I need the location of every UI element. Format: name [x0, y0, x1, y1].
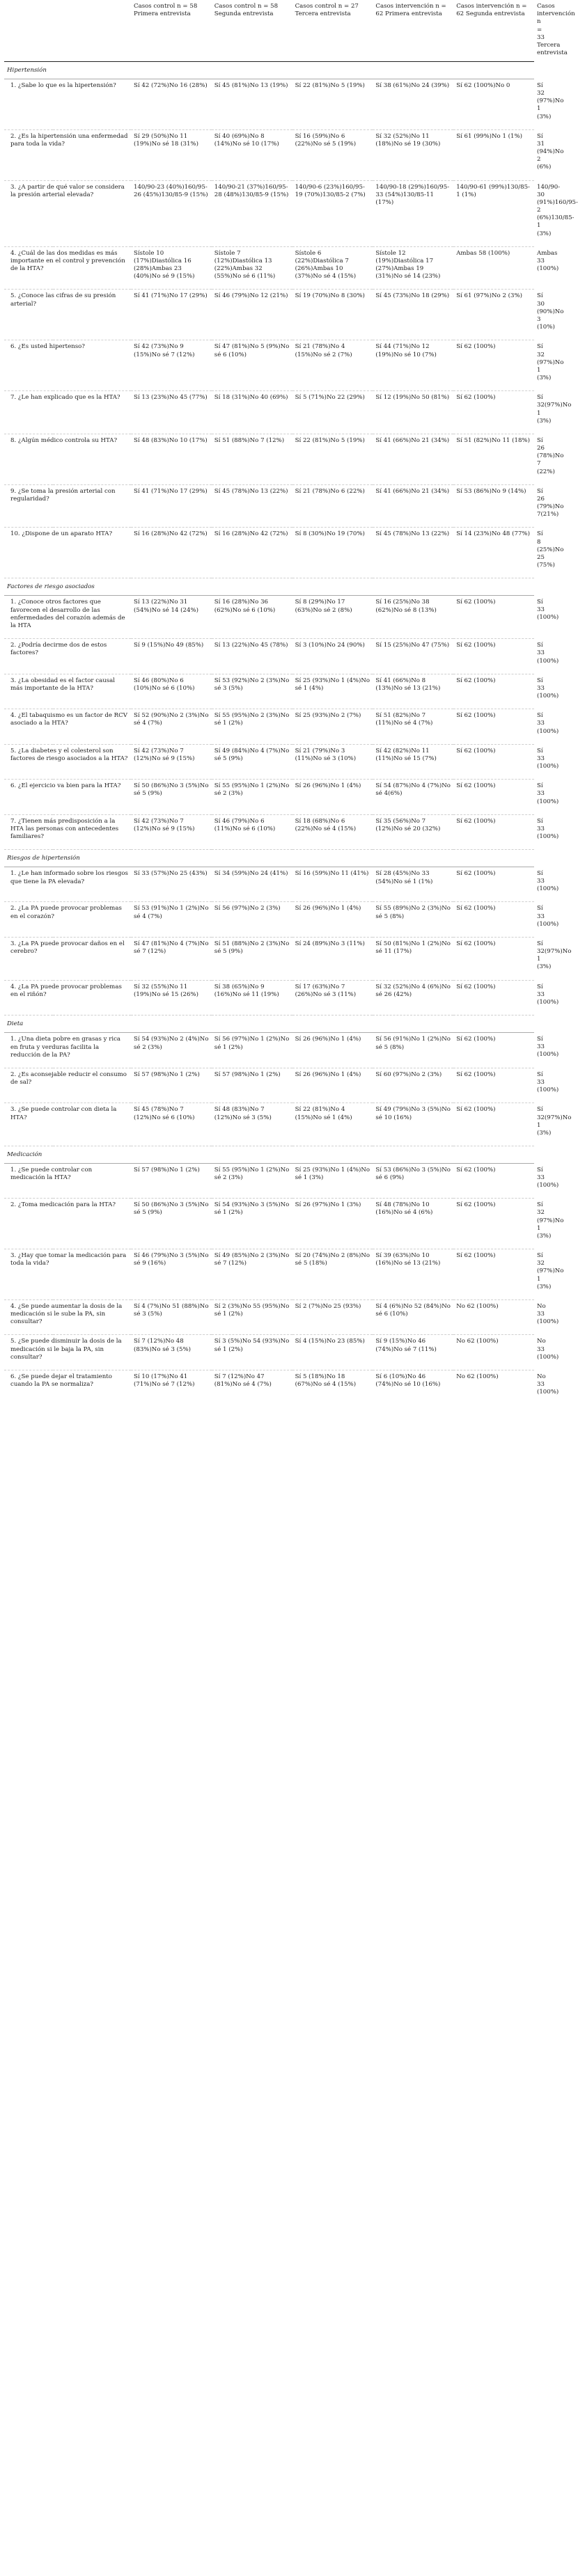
cell-intervention-2: Sí 62 (100%)	[453, 937, 534, 980]
cell-intervention-1: Sí 32 (52%)No 4 (6%)No sé 26 (42%)	[373, 980, 453, 1016]
cell-intervention-1: 140/90-18 (29%)160/95-33 (54%)130/85-11 (17%)	[373, 180, 453, 246]
cell-intervention-1: Sí 53 (86%)No 3 (5%)No sé 6 (9%)	[373, 1164, 453, 1199]
cell-control-3: Sí 2 (7%)No 25 (93%)	[292, 1299, 373, 1335]
table-row	[4, 1249, 534, 1300]
question-cell: 4. ¿Se puede aumentar la dosis de la medicación si le sube la PA, sin consultar?	[4, 1299, 131, 1335]
cell-intervention-1: Sí 42 (82%)No 11 (11%)No sé 15 (7%)	[373, 744, 453, 780]
question-cell: 10. ¿Dispone de un aparato HTA?	[4, 528, 131, 578]
section-title: Dieta	[4, 1016, 534, 1033]
cell-control-1: Sí 48 (83%)No 10 (17%)	[131, 434, 212, 484]
question-cell: 7. ¿Le han explicado que es la HTA?	[4, 391, 131, 434]
cell-control-3: Sí 26 (96%)No 1 (4%)	[292, 902, 373, 938]
cell-control-2: Sí 47 (81%)No 5 (9%)No sé 6 (10%)	[212, 340, 292, 391]
cell-control-2: Sí 56 (97%)No 1 (2%)No sé 1 (2%)	[212, 1033, 292, 1068]
cell-intervention-2: Sí 62 (100%)	[453, 902, 534, 938]
cell-control-3: Sí 22 (81%)No 5 (19%)	[292, 434, 373, 484]
cell-control-3: Sí 4 (15%)No 23 (85%)	[292, 1335, 373, 1370]
question-cell: 4. ¿La PA puede provocar problemas en el riñón?	[4, 980, 131, 1016]
question-cell: 4. ¿Cuál de las dos medidas es más importante en el control y prevención de la HTA?	[4, 246, 131, 290]
section-title: Riesgos de hipertensión	[4, 850, 534, 867]
cell-intervention-1: Sí 35 (56%)No 7 (12%)No sé 20 (32%)	[373, 814, 453, 850]
cell-control-1: Sí 32 (55%)No 11 (19%)No sé 15 (26%)	[131, 980, 212, 1016]
cell-intervention-2: Sí 51 (82%)No 11 (18%)	[453, 434, 534, 484]
cell-control-1: Sí 13 (22%)No 31 (54%)No sé 14 (24%)	[131, 596, 212, 639]
question-cell: 9. ¿Se toma la presión arterial con regularidad?	[4, 484, 131, 528]
cell-control-1: Sí 16 (28%)No 42 (72%)	[131, 528, 212, 578]
question-cell: 1. ¿Sabe lo que es la hipertensión?	[4, 79, 131, 129]
cell-intervention-1: Sí 54 (87%)No 4 (7%)No sé 4(6%)	[373, 780, 453, 815]
cell-control-2: Sí 34 (59%)No 24 (41%)	[212, 867, 292, 902]
cell-control-1: Sí 42 (72%)No 16 (28%)	[131, 79, 212, 129]
table-row	[4, 129, 534, 180]
cell-intervention-1: Sí 4 (6%)No 52 (84%)No sé 6 (10%)	[373, 1299, 453, 1335]
table-row	[4, 596, 534, 639]
cell-control-1: Sí 42 (73%)No 9 (15%)No sé 7 (12%)	[131, 340, 212, 391]
table-row	[4, 1068, 534, 1103]
cell-control-3: Sí 5 (71%)No 22 (29%)	[292, 391, 373, 434]
table-row	[4, 290, 534, 340]
cell-control-3: Sí 3 (10%)No 24 (90%)	[292, 639, 373, 674]
cell-intervention-1: Sí 49 (79%)No 3 (5%)No sé 10 (16%)	[373, 1103, 453, 1146]
cell-intervention-1: Sí 56 (91%)No 1 (2%)No sé 5 (8%)	[373, 1033, 453, 1068]
table-row	[4, 674, 534, 709]
header-control-3: Casos control n = 27 Tercera entrevista	[292, 1, 373, 62]
cell-control-2: Sí 2 (3%)No 55 (95%)No sé 1 (2%)	[212, 1299, 292, 1335]
cell-control-1: Sí 41 (71%)No 17 (29%)	[131, 484, 212, 528]
cell-intervention-2: Sí 62 (100%)	[453, 639, 534, 674]
cell-control-2: Sí 55 (95%)No 1 (2%)No sé 2 (3%)	[212, 780, 292, 815]
cell-control-1: Sí 41 (71%)No 17 (29%)	[131, 290, 212, 340]
cell-intervention-1: Sí 48 (78%)No 10 (16%)No sé 4 (6%)	[373, 1199, 453, 1249]
cell-control-1: Sí 33 (57%)No 25 (43%)	[131, 867, 212, 902]
cell-intervention-2: Sí 62 (100%)	[453, 814, 534, 850]
table-row	[4, 867, 534, 902]
table-row	[4, 1299, 534, 1335]
table-row	[4, 814, 534, 850]
cell-intervention-1: Sí 60 (97%)No 2 (3%)	[373, 1068, 453, 1103]
question-cell: 6. ¿Se puede dejar el tratamiento cuando la PA se normaliza?	[10, 1373, 112, 1389]
cell-control-3: Sí 16 (59%)No 6 (22%)No sé 5 (19%)	[292, 129, 373, 180]
cell-control-1: Sí 45 (78%)No 7 (12%)No sé 6 (10%)	[131, 1103, 212, 1146]
cell-control-2: Sí 51 (88%)No 7 (12%)	[212, 434, 292, 484]
cell-control-1: Sí 57 (98%)No 1 (2%)	[131, 1068, 212, 1103]
cell-control-2: Sí 54 (93%)No 3 (5%)No sé 1 (2%)	[212, 1199, 292, 1249]
cell-control-1: Sí 4 (7%)No 51 (88%)No sé 3 (5%)	[131, 1299, 212, 1335]
cell-control-3: Sístole 6 (22%)Diastólica 7 (26%)Ambas 10 (37%)No sé 4 (15%)	[292, 246, 373, 290]
question-cell: 3. ¿A partir de qué valor se considera la presión arterial elevada?	[4, 180, 131, 246]
cell-control-3: Sí 18 (68%)No 6 (22%)No sé 4 (15%)	[292, 814, 373, 850]
question-cell: 3. ¿Hay que tomar la medicación para toda la vida?	[4, 1249, 131, 1300]
question-cell: 2. ¿La PA puede provocar problemas en el corazón?	[4, 902, 131, 938]
table-row	[4, 744, 534, 780]
cell-intervention-1: Sí 41 (66%)No 8 (13%)No sé 13 (21%)	[373, 674, 453, 709]
cell-intervention-2: Sí 62 (100%)	[453, 391, 534, 434]
cell-intervention-1: Sí 41 (66%)No 21 (34%)	[373, 484, 453, 528]
cell-intervention-2: Sí 62 (100%)	[453, 744, 534, 780]
table-row	[4, 780, 534, 815]
results-table	[4, 1, 578, 1405]
question-cell: 6. ¿Es usted hipertenso?	[4, 340, 131, 391]
section-row	[4, 578, 534, 596]
cell-control-3: Sí 22 (81%)No 5 (19%)	[292, 79, 373, 129]
cell-intervention-2: Sí 62 (100%)	[453, 1199, 534, 1249]
cell-control-3: Sí 26 (96%)No 1 (4%)	[292, 780, 373, 815]
cell-intervention-2: Sí 62 (100%)	[453, 980, 534, 1016]
question-cell: 5. ¿Se puede disminuir la dosis de la medicación si le baja la PA, sin consultar?	[4, 1335, 131, 1370]
cell-intervention-2: Sí 62 (100%)	[453, 1033, 534, 1068]
question-cell: 3. ¿Se puede controlar con dieta la HTA?	[4, 1103, 131, 1146]
cell-control-1: Sí 13 (23%)No 45 (77%)	[131, 391, 212, 434]
cell-control-2: Sí 46 (79%)No 6 (11%)No sé 6 (10%)	[212, 814, 292, 850]
cell-control-1: Sí 57 (98%)No 1 (2%)	[131, 1164, 212, 1199]
section-title: Medicación	[4, 1146, 534, 1164]
cell-intervention-1: Sí 50 (81%)No 1 (2%)No sé 11 (17%)	[373, 937, 453, 980]
cell-intervention-1: Sí 44 (71%)No 12 (19%)No sé 10 (7%)	[373, 340, 453, 391]
table-row	[4, 1370, 534, 1405]
cell-intervention-1: Sí 41 (66%)No 21 (34%)	[373, 434, 453, 484]
cell-intervention-1: Sí 55 (89%)No 2 (3%)No sé 5 (8%)	[373, 902, 453, 938]
cell-control-1: Sí 9 (15%)No 49 (85%)	[131, 639, 212, 674]
cell-control-3: Sí 21 (78%)No 4 (15%)No sé 2 (7%)	[292, 340, 373, 391]
cell-intervention-2: Sí 62 (100%)	[453, 867, 534, 902]
cell-intervention-2: No 62 (100%)	[456, 1373, 499, 1380]
question-cell: 4. ¿El tabaquismo es un factor de RCV asociado a la HTA?	[4, 709, 131, 745]
table-row	[4, 1103, 534, 1146]
cell-control-1: Sí 46 (79%)No 3 (5%)No sé 9 (16%)	[131, 1249, 212, 1300]
cell-intervention-1: Sí 38 (61%)No 24 (39%)	[373, 79, 453, 129]
header-question	[4, 1, 131, 62]
cell-intervention-2: 140/90-61 (99%)130/85-1 (1%)	[453, 180, 534, 246]
table-row	[4, 1164, 534, 1199]
question-cell: 1. ¿Conoce otros factores que favorecen el desarrollo de las enfermedades del corazón además de la HTA	[4, 596, 131, 639]
cell-control-2: Sí 45 (81%)No 13 (19%)	[212, 79, 292, 129]
cell-control-2: Sí 38 (65%)No 9 (16%)No sé 11 (19%)	[212, 980, 292, 1016]
table-row	[4, 980, 534, 1016]
cell-control-1: 140/90-23 (40%)160/95-26 (45%)130/85-9 (15%)	[131, 180, 212, 246]
cell-intervention-1: Sí 51 (82%)No 7 (11%)No sé 4 (7%)	[373, 709, 453, 745]
question-cell: 2. ¿Podría decirme dos de estos factores?	[4, 639, 131, 674]
cell-intervention-1: Sí 45 (73%)No 18 (29%)	[373, 290, 453, 340]
cell-control-2: Sí 45 (78%)No 13 (22%)	[212, 484, 292, 528]
cell-intervention-1: Sí 16 (25%)No 38 (62%)No sé 8 (13%)	[373, 596, 453, 639]
question-cell: 5. ¿Conoce las cifras de su presión arterial?	[4, 290, 131, 340]
cell-control-3: Sí 24 (89%)No 3 (11%)	[292, 937, 373, 980]
cell-control-3: Sí 8 (30%)No 19 (70%)	[292, 528, 373, 578]
table-row	[4, 902, 534, 938]
cell-intervention-2: Sí 61 (99%)No 1 (1%)	[453, 129, 534, 180]
section-row	[4, 1146, 534, 1164]
cell-intervention-1: Sí 28 (45%)No 33 (54%)No sé 1 (1%)	[373, 867, 453, 902]
section-row	[4, 62, 534, 79]
cell-control-3: Sí 21 (79%)No 3 (11%)No sé 3 (10%)	[292, 744, 373, 780]
cell-control-2: Sí 16 (28%)No 36 (62%)No sé 6 (10%)	[212, 596, 292, 639]
question-cell: 1. ¿Se puede controlar con medicación la HTA?	[4, 1164, 131, 1199]
question-cell: 7. ¿Tienen más predisposición a la HTA las personas con antecedentes familiares?	[4, 814, 131, 850]
cell-intervention-2: Sí 62 (100%)	[453, 1164, 534, 1199]
table-row	[4, 1199, 534, 1249]
table-row	[4, 340, 534, 391]
cell-intervention-1: Sístole 12 (19%)Diastólica 17 (27%)Ambas 19 (31%)No sé 14 (23%)	[373, 246, 453, 290]
cell-control-3: Sí 17 (63%)No 7 (26%)No sé 3 (11%)	[292, 980, 373, 1016]
cell-control-2: Sí 16 (28%)No 42 (72%)	[212, 528, 292, 578]
question-cell: 6. ¿El ejercicio va bien para la HTA?	[4, 780, 131, 815]
cell-control-3: Sí 21 (78%)No 6 (22%)	[292, 484, 373, 528]
cell-control-1: Sí 54 (93%)No 2 (4%)No sé 2 (3%)	[131, 1033, 212, 1068]
cell-control-2: Sí 3 (5%)No 54 (93%)No sé 1 (2%)	[212, 1335, 292, 1370]
cell-intervention-1: Sí 15 (25%)No 47 (75%)	[373, 639, 453, 674]
cell-intervention-1: Sí 9 (15%)No 46 (74%)No sé 7 (11%)	[373, 1335, 453, 1370]
cell-control-2: Sí 40 (69%)No 8 (14%)No sé 10 (17%)	[212, 129, 292, 180]
table-row	[4, 639, 534, 674]
cell-intervention-2: Sí 62 (100%)	[453, 596, 534, 639]
cell-control-3: Sí 19 (70%)No 8 (30%)	[292, 290, 373, 340]
question-cell: 3. ¿La obesidad es el factor causal más importante de la HTA?	[4, 674, 131, 709]
cell-intervention-2: Sí 62 (100%)	[453, 709, 534, 745]
cell-control-1: Sí 10 (17%)No 41 (71%)No sé 7 (12%)	[134, 1373, 195, 1389]
section-title: Hipertensión	[4, 62, 534, 79]
cell-control-2: Sí 56 (97%)No 2 (3%)	[212, 902, 292, 938]
cell-control-1: Sí 50 (86%)No 3 (5%)No sé 5 (9%)	[131, 1199, 212, 1249]
cell-control-1: Sí 42 (73%)No 7 (12%)No sé 9 (15%)	[131, 744, 212, 780]
cell-intervention-2: Sí 14 (23%)No 48 (77%)	[453, 528, 534, 578]
table-row	[4, 1033, 534, 1068]
header-control-1: Casos control n = 58 Primera entrevista	[131, 1, 212, 62]
cell-intervention-1: Sí 45 (78%)No 13 (22%)	[373, 528, 453, 578]
cell-control-1: Sí 52 (90%)No 2 (3%)No sé 4 (7%)	[131, 709, 212, 745]
question-cell: 5. ¿La diabetes y el colesterol son factores de riesgo asociados a la HTA?	[4, 744, 131, 780]
question-cell: 1. ¿Una dieta pobre en grasas y rica en fruta y verduras facilita la reducción de la PA?	[4, 1033, 131, 1068]
cell-control-3: Sí 16 (59%)No 11 (41%)	[292, 867, 373, 902]
cell-intervention-2: Sí 62 (100%)No 0	[453, 79, 534, 129]
cell-control-2: Sí 49 (85%)No 2 (3%)No sé 7 (12%)	[212, 1249, 292, 1300]
cell-control-3: Sí 5 (18%)No 18 (67%)No sé 4 (15%)	[295, 1373, 357, 1389]
section-title: Factores de riesgo asociados	[4, 578, 534, 596]
table-row	[4, 484, 534, 528]
header-intervention-1: Casos intervención n = 62 Primera entrevista	[373, 1, 453, 62]
cell-control-3: Sí 8 (29%)No 17 (63%)No sé 2 (8%)	[292, 596, 373, 639]
cell-control-2: Sí 57 (98%)No 1 (2%)	[212, 1068, 292, 1103]
cell-control-1: Sí 46 (80%)No 6 (10%)No sé 6 (10%)	[131, 674, 212, 709]
cell-intervention-1: Sí 6 (10%)No 46 (74%)No sé 10 (16%)	[375, 1373, 441, 1389]
cell-intervention-2: No 62 (100%)	[453, 1299, 534, 1335]
section-row	[4, 1016, 534, 1033]
cell-intervention-1: Sí 12 (19%)No 50 (81%)	[373, 391, 453, 434]
cell-intervention-2: Sí 62 (100%)	[453, 1068, 534, 1103]
cell-control-2: Sí 51 (88%)No 2 (3%)No sé 5 (9%)	[212, 937, 292, 980]
cell-intervention-1: Sí 39 (63%)No 10 (16%)No sé 13 (21%)	[373, 1249, 453, 1300]
cell-control-3: Sí 25 (93%)No 1 (4%)No sé 1 (4%)	[292, 674, 373, 709]
header-row	[4, 1, 534, 62]
question-cell: 1. ¿Le han informado sobre los riesgos que tiene la PA elevada?	[4, 867, 131, 902]
cell-control-2: Sí 46 (79%)No 12 (21%)	[212, 290, 292, 340]
table-row	[4, 937, 534, 980]
cell-control-2: 140/90-21 (37%)160/95-28 (48%)130/85-9 (15%)	[212, 180, 292, 246]
question-cell: 3. ¿La PA puede provocar daños en el cerebro?	[4, 937, 131, 980]
cell-intervention-2: Ambas 58 (100%)	[453, 246, 534, 290]
table-row	[4, 79, 534, 129]
cell-control-1: Sí 53 (91%)No 1 (2%)No sé 4 (7%)	[131, 902, 212, 938]
cell-intervention-2: Sí 62 (100%)	[453, 1103, 534, 1146]
cell-control-2: Sí 53 (92%)No 2 (3%)No sé 3 (5%)	[212, 674, 292, 709]
table-row	[4, 1335, 534, 1370]
cell-control-2: Sí 55 (95%)No 2 (3%)No sé 1 (2%)	[212, 709, 292, 745]
question-cell: 2. ¿Es la hipertensión una enfermedad para toda la vida?	[4, 129, 131, 180]
cell-intervention-2: Sí 62 (100%)	[453, 674, 534, 709]
cell-control-2: Sí 55 (95%)No 1 (2%)No sé 2 (3%)	[212, 1164, 292, 1199]
cell-control-1: Sí 50 (86%)No 3 (5%)No sé 5 (9%)	[131, 780, 212, 815]
cell-control-3: Sí 26 (96%)No 1 (4%)	[292, 1068, 373, 1103]
table-row	[4, 709, 534, 745]
question-cell: 2. ¿Es aconsejable reducir el consumo de sal?	[4, 1068, 131, 1103]
cell-control-3: Sí 25 (93%)No 2 (7%)	[292, 709, 373, 745]
cell-intervention-1: Sí 32 (52%)No 11 (18%)No sé 19 (30%)	[373, 129, 453, 180]
cell-control-3: Sí 20 (74%)No 2 (8%)No sé 5 (18%)	[292, 1249, 373, 1300]
question-cell: 2. ¿Toma medicación para la HTA?	[4, 1199, 131, 1249]
cell-control-1: Sí 47 (81%)No 4 (7%)No sé 7 (12%)	[131, 937, 212, 980]
cell-control-3: Sí 26 (96%)No 1 (4%)	[292, 1033, 373, 1068]
table-row	[4, 434, 534, 484]
cell-intervention-2: Sí 53 (86%)No 9 (14%)	[453, 484, 534, 528]
cell-control-2: Sí 18 (31%)No 40 (69%)	[212, 391, 292, 434]
cell-intervention-2: Sí 62 (100%)	[453, 780, 534, 815]
cell-control-2: Sístole 7 (12%)Diastólica 13 (22%)Ambas 32 (55%)No sé 6 (11%)	[212, 246, 292, 290]
cell-control-1: Sí 29 (50%)No 11 (19%)No sé 18 (31%)	[131, 129, 212, 180]
section-row	[4, 850, 534, 867]
cell-intervention-2: Sí 62 (100%)	[453, 340, 534, 391]
table-row	[4, 180, 534, 246]
cell-control-3: Sí 22 (81%)No 4 (15%)No sé 1 (4%)	[292, 1103, 373, 1146]
cell-control-1: Sí 7 (12%)No 48 (83%)No sé 3 (5%)	[131, 1335, 212, 1370]
header-intervention-2: Casos intervención n = 62 Segunda entrevista	[453, 1, 534, 62]
cell-control-1: Sístole 10 (17%)Diastólica 16 (28%)Ambas 23 (40%)No sé 9 (15%)	[131, 246, 212, 290]
cell-control-2: Sí 48 (83%)No 7 (12%)No sé 3 (5%)	[212, 1103, 292, 1146]
table-body	[4, 62, 578, 1405]
cell-control-2: Sí 7 (12%)No 47 (81%)No sé 4 (7%)	[214, 1373, 272, 1389]
question-cell: 8. ¿Algún médico controla su HTA?	[4, 434, 131, 484]
cell-control-3: 140/90-6 (23%)160/95-19 (70%)130/85-2 (7%)	[292, 180, 373, 246]
table-row	[4, 391, 534, 434]
cell-control-3: Sí 25 (93%)No 1 (4%)No sé 1 (3%)	[292, 1164, 373, 1199]
header-control-2: Casos control n = 58 Segunda entrevista	[212, 1, 292, 62]
cell-intervention-2: No 62 (100%)	[453, 1335, 534, 1370]
cell-intervention-2: Sí 61 (97%)No 2 (3%)	[453, 290, 534, 340]
cell-control-2: Sí 49 (84%)No 4 (7%)No sé 5 (9%)	[212, 744, 292, 780]
cell-intervention-2: Sí 62 (100%)	[453, 1249, 534, 1300]
table-row	[4, 246, 534, 290]
cell-control-1: Sí 42 (73%)No 7 (12%)No sé 9 (15%)	[131, 814, 212, 850]
cell-control-2: Sí 13 (22%)No 45 (78%)	[212, 639, 292, 674]
cell-control-3: Sí 26 (97%)No 1 (3%)	[292, 1199, 373, 1249]
table-row	[4, 528, 534, 578]
